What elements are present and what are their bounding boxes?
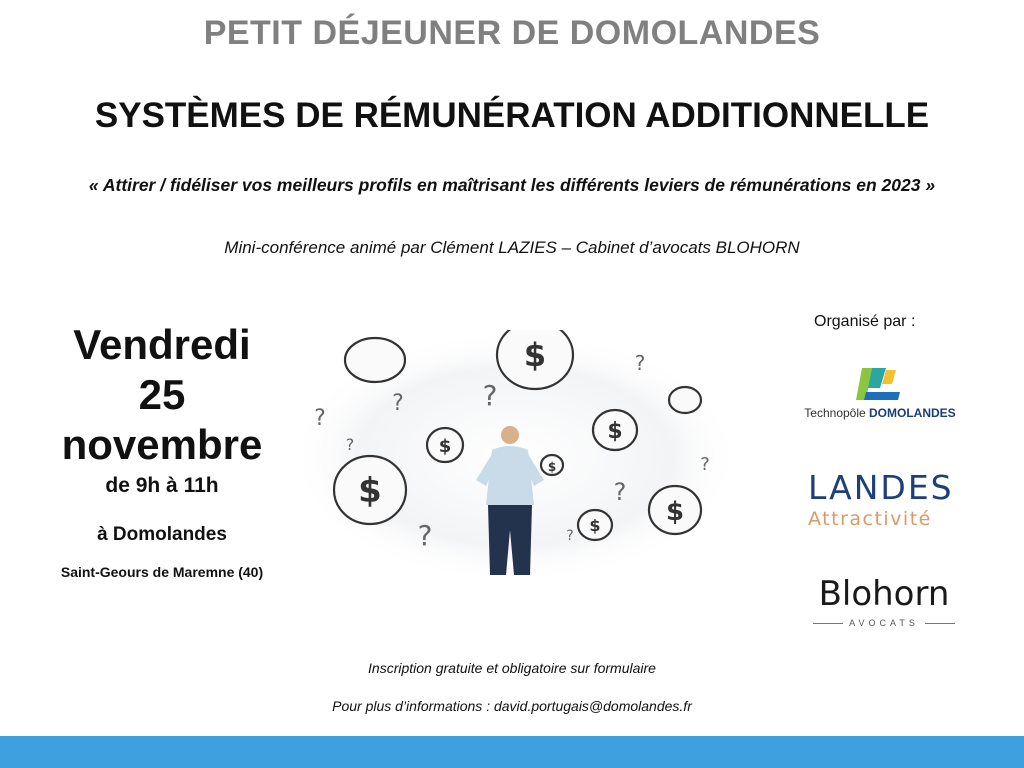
contact-info: Pour plus d’informations : david.portugais@domolandes.fr bbox=[332, 698, 692, 714]
blohorn-wordmark: Blohorn bbox=[818, 574, 950, 614]
svg-text:$: $ bbox=[358, 471, 382, 511]
blohorn-subtitle: AVOCATS bbox=[806, 618, 962, 628]
svg-text:?: ? bbox=[613, 478, 627, 506]
date-city: Saint-Geours de Maremne (40) bbox=[60, 564, 264, 580]
date-place: à Domolandes bbox=[97, 524, 227, 545]
svg-text:$: $ bbox=[523, 336, 547, 374]
svg-text:?: ? bbox=[482, 379, 498, 412]
date-number: 25 bbox=[138, 371, 186, 418]
main-title: SYSTÈMES DE RÉMUNÉRATION ADDITIONNELLE bbox=[94, 96, 930, 135]
speaker-line: Mini-conférence animé par Clément LAZIES – Cabinet d’avocats BLOHORN bbox=[224, 238, 800, 257]
svg-text:?: ? bbox=[392, 391, 404, 416]
svg-text:?: ? bbox=[417, 519, 433, 552]
technopole-emblem-icon bbox=[800, 362, 960, 406]
svg-text:$: $ bbox=[607, 419, 623, 444]
svg-text:?: ? bbox=[700, 454, 710, 475]
svg-text:$: $ bbox=[438, 436, 452, 457]
technopole-wordmark: Technopôle DOMOLANDES bbox=[804, 406, 956, 420]
landes-attractivite-logo bbox=[806, 468, 966, 532]
landes-wordmark: LANDES bbox=[808, 468, 954, 507]
tagline: « Attirer / fidéliser vos meilleurs profils en maîtrisant les différents leviers de rémunérations en 2023 » bbox=[88, 175, 936, 195]
organised-by-label: Organisé par : bbox=[814, 313, 916, 330]
footer-bar bbox=[0, 736, 1024, 768]
svg-text:$: $ bbox=[547, 460, 557, 474]
svg-text:$: $ bbox=[665, 497, 685, 527]
date-month: novembre bbox=[61, 421, 263, 468]
svg-text:?: ? bbox=[566, 528, 574, 544]
technopole-domolandes-logo bbox=[800, 362, 960, 424]
event-series-title: PETIT DÉJEUNER DE DOMOLANDES bbox=[203, 14, 821, 52]
landes-subtitle: Attractivité bbox=[808, 508, 932, 530]
svg-text:$: $ bbox=[589, 516, 601, 535]
svg-text:?: ? bbox=[314, 406, 326, 431]
svg-text:?: ? bbox=[345, 435, 355, 454]
date-block bbox=[36, 320, 288, 580]
blohorn-avocats-logo bbox=[806, 574, 962, 636]
svg-text:?: ? bbox=[634, 351, 646, 375]
money-bags-illustration bbox=[290, 330, 740, 585]
registration-note: Inscription gratuite et obligatoire sur formulaire bbox=[368, 660, 656, 676]
date-time: de 9h à 11h bbox=[105, 474, 219, 497]
date-day: Vendredi bbox=[73, 321, 251, 368]
